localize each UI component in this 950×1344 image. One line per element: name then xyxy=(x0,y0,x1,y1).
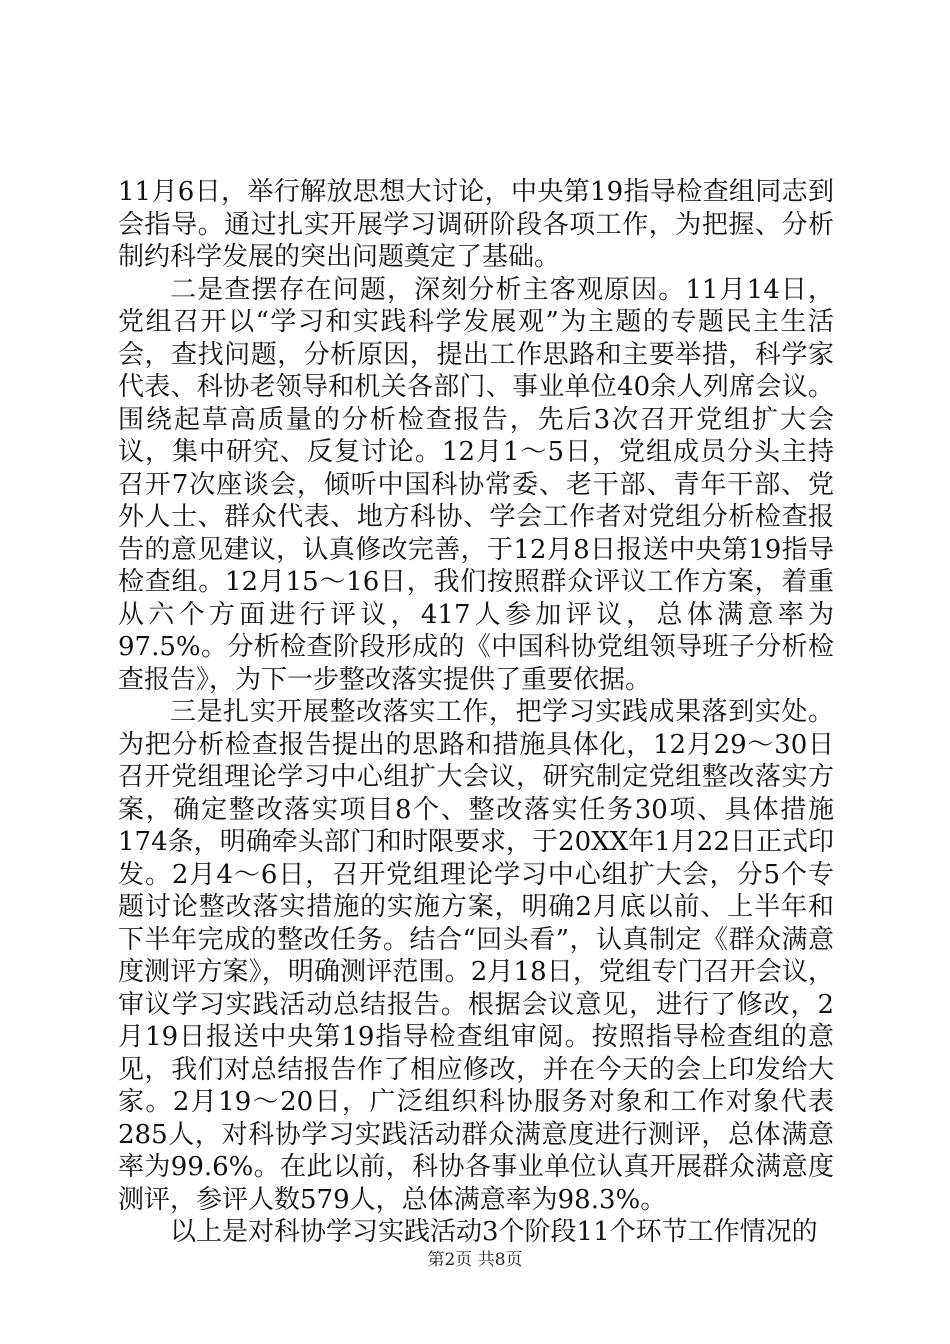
paragraph-2: 二是查摆存在问题，深刻分析主客观原因。11月14日，党组召开以“学习和实践科学发展观”为主题的专题民主生活会，查找问题，分析原因，提出工作思路和主要举措，科学家代表、科协老领导和机关各部门、事业单位40余人列席会议。围绕起草高质量的分析检查报告，先后3次召开党组扩大会议，集中研究、反复讨论。12月1～5日，党组成员分头主持召开7次座谈会，倾听中国科协常委、老干部、青年干部、党外人士、群众代表、地方科协、学会工作者对党组分析检查报告的意见建议，认真修改完善，于12月8日报送中央第19指导检查组。12月15～16日，我们按照群众评议工作方案，着重从六个方面进行评议，417人参加评议，总体满意率为97.5%。分析检查阶段形成的《中国科协党组领导班子分析检查报告》，为下一步整改落实提供了重要依据。 xyxy=(118,274,834,695)
paragraph-1: 11月6日，举行解放思想大讨论，中央第19指导检查组同志到会指导。通过扎实开展学习调研阶段各项工作，为把握、分析制约科学发展的突出问题奠定了基础。 xyxy=(118,177,834,272)
document-body xyxy=(118,176,834,1249)
page-number-footer: 第2页 共8页 xyxy=(427,1250,523,1270)
paragraph-4: 以上是对科协学习实践活动3个阶段11个环节工作情况的 xyxy=(170,1217,818,1247)
paragraph-3: 三是扎实开展整改落实工作，把学习实践成果落到实处。为把分析检查报告提出的思路和措施具体化，12月29～30日召开党组理论学习中心组扩大会议，研究制定党组整改落实方案，确定整改落实项目8个、整改落实任务30项、具体措施174条，明确牵头部门和时限要求，于20XX年1月22日正式印发。2月4～6日，召开党组理论学习中心组扩大会，分5个专题讨论整改落实措施的实施方案，明确2月底以前、上半年和下半年完成的整改任务。结合“回头看”，认真制定《群众满意度测评方案》，明确测评范围。2月18日，党组专门召开会议，审议学习实践活动总结报告。根据会议意见，进行了修改，2月19日报送中央第19指导检查组审阅。按照指导检查组的意见，我们对总结报告作了相应修改，并在今天的会上印发给大家。2月19～20日，广泛组织科协服务对象和工作对象代表285人，对科协学习实践活动群众满意度进行测评，总体满意率为99.6%。在此以前，科协各事业单位认真开展群众满意度测评，参评人数579人，总体满意率为98.3%。 xyxy=(118,697,834,1215)
